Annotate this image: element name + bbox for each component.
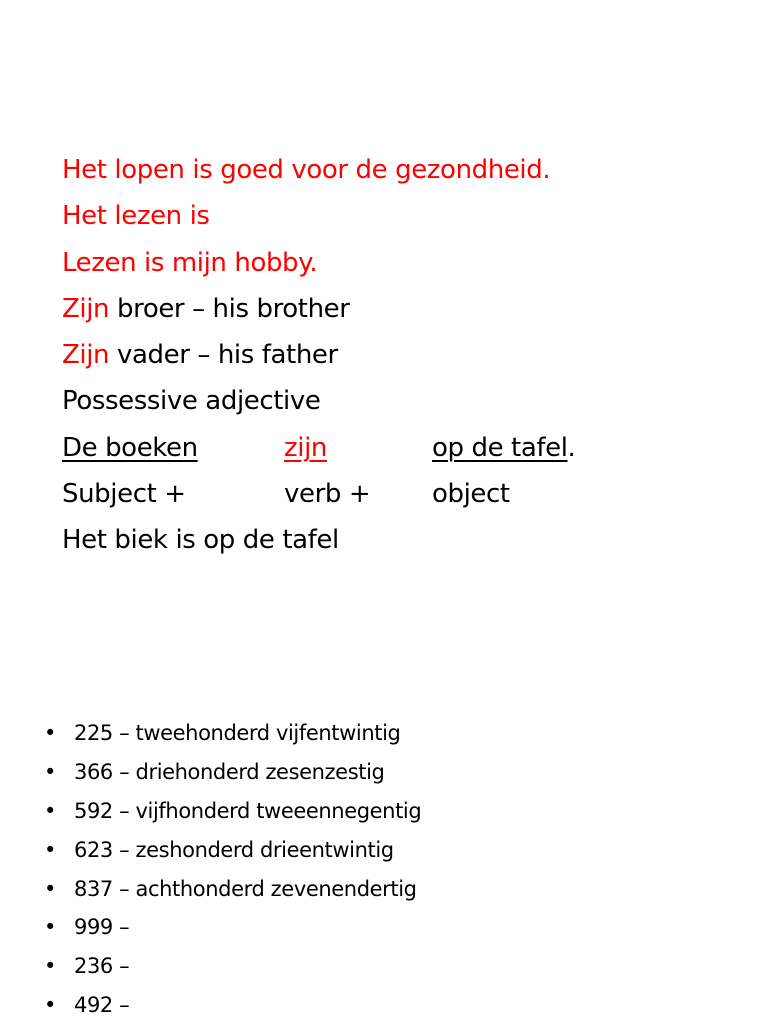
possessive-example xyxy=(62,289,742,335)
sentence-punct: . xyxy=(567,432,576,463)
subject-word: De boeken xyxy=(62,432,198,463)
list-item-text: 623 – zeshonderd drieentwintig xyxy=(74,837,394,862)
list-item-text: 225 – tweehonderd vijfentwintig xyxy=(74,721,401,745)
possessive-word: Zijn xyxy=(62,293,110,324)
subject-label: Subject + xyxy=(62,479,186,510)
role-row xyxy=(62,474,742,520)
possessive-label: Possessive adjective xyxy=(62,386,321,417)
bullet-icon: • xyxy=(44,915,56,940)
list-item xyxy=(44,870,744,909)
list-item-text: 999 – xyxy=(74,915,130,940)
bullet-icon: • xyxy=(44,954,56,979)
sentence-line: Lezen is mijn hobby. xyxy=(62,247,318,278)
verb-label: verb + xyxy=(284,479,371,510)
slide-text-block xyxy=(62,150,742,567)
sentence-line: Het lopen is goed voor de gezondheid. xyxy=(62,155,551,185)
possessive-example xyxy=(62,335,742,381)
number-list xyxy=(44,714,744,1025)
list-item-text: 837 – achthonderd zevenendertig xyxy=(74,876,417,901)
list-item xyxy=(44,714,744,753)
list-item xyxy=(44,947,744,986)
bullet-icon: • xyxy=(44,837,56,862)
possessive-translation: broer – his brother xyxy=(109,293,350,324)
sentence-line: Het lezen is xyxy=(62,201,210,232)
list-item xyxy=(44,792,744,831)
object-phrase xyxy=(432,428,575,468)
list-item-text: 592 – vijfhonderd tweeennegentig xyxy=(74,798,422,823)
bullet-icon: • xyxy=(44,759,56,784)
list-item xyxy=(44,908,744,947)
example-sentence: Het biek is op de tafel xyxy=(62,525,339,556)
list-item-text: 366 – driehonderd zesenzestig xyxy=(74,759,385,784)
bullet-icon: • xyxy=(44,993,56,1018)
bullet-icon: • xyxy=(44,876,56,901)
list-item xyxy=(44,986,744,1025)
bullet-icon: • xyxy=(44,721,56,745)
list-item-text: 236 – xyxy=(74,954,130,979)
list-item xyxy=(44,831,744,870)
object-label: object xyxy=(432,479,510,510)
object-word: op de tafel xyxy=(432,432,568,463)
verb-word: zijn xyxy=(284,432,327,463)
list-item xyxy=(44,753,744,792)
possessive-word: Zijn xyxy=(62,340,110,371)
bullet-icon: • xyxy=(44,798,56,823)
list-item-text: 492 – xyxy=(74,993,130,1018)
sentence-structure-row xyxy=(62,428,742,474)
possessive-translation: vader – his father xyxy=(109,340,338,371)
